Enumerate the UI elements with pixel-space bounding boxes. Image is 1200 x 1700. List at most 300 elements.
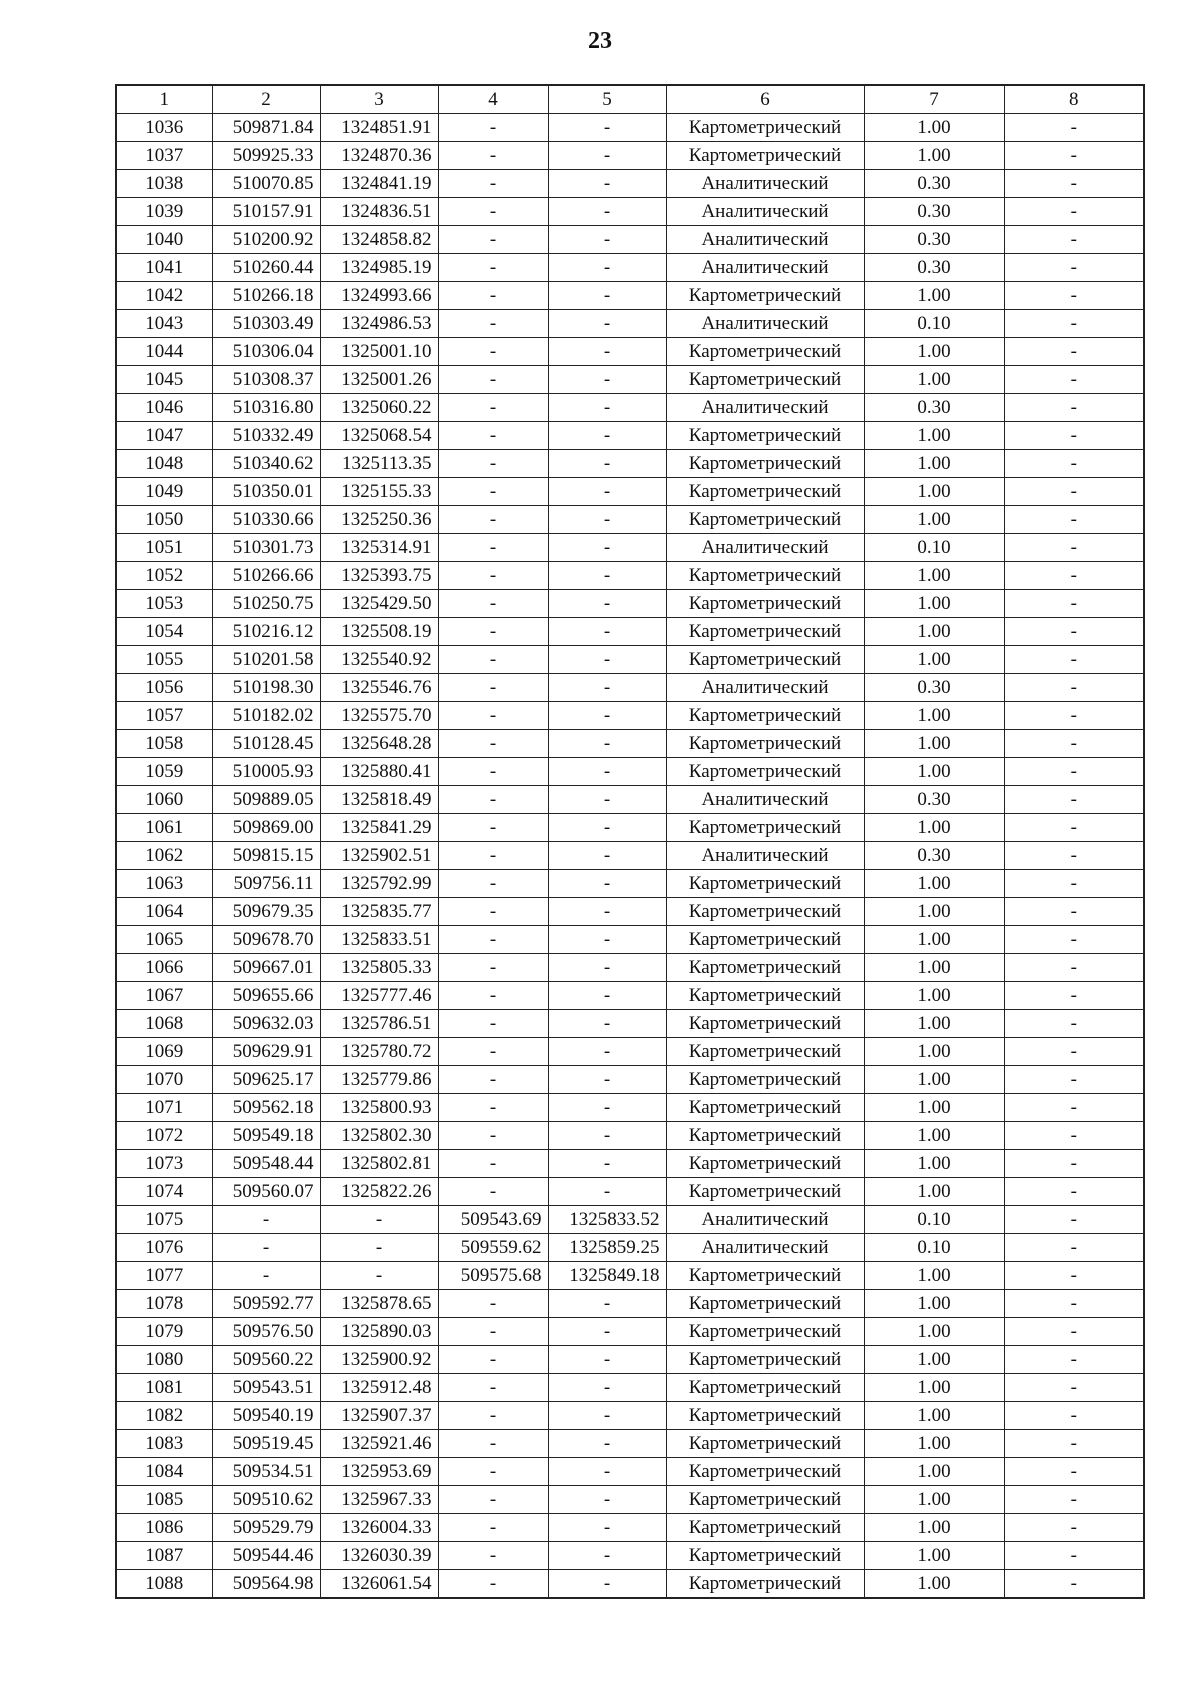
table-cell-col-1: 1071: [116, 1094, 212, 1122]
table-row: [116, 1122, 1144, 1150]
table-cell-col-8: -: [1004, 590, 1144, 618]
table-cell-col-1: 1037: [116, 142, 212, 170]
table-cell-col-5: -: [548, 338, 666, 366]
table-cell-col-3: 1325902.51: [320, 842, 438, 870]
table-cell-col-6: Картометрический: [666, 1318, 864, 1346]
table-row: [116, 170, 1144, 198]
table-cell-col-2: 509756.11: [212, 870, 320, 898]
table-row: [116, 870, 1144, 898]
table-cell-col-1: 1043: [116, 310, 212, 338]
table-cell-col-8: -: [1004, 730, 1144, 758]
table-cell-col-1: 1042: [116, 282, 212, 310]
column-header-2: 2: [212, 85, 320, 114]
table-cell-col-3: 1325792.99: [320, 870, 438, 898]
table-cell-col-3: 1325907.37: [320, 1402, 438, 1430]
table-cell-col-1: 1036: [116, 114, 212, 142]
table-cell-col-2: 509560.22: [212, 1346, 320, 1374]
table-cell-col-3: 1325786.51: [320, 1010, 438, 1038]
table-cell-col-4: -: [438, 450, 548, 478]
table-cell-col-2: 509544.46: [212, 1542, 320, 1570]
table-cell-col-6: Картометрический: [666, 114, 864, 142]
table-cell-col-8: -: [1004, 1094, 1144, 1122]
table-cell-col-5: -: [548, 1458, 666, 1486]
table-cell-col-6: Картометрический: [666, 1402, 864, 1430]
table-cell-col-7: 1.00: [864, 730, 1004, 758]
table-cell-col-4: -: [438, 226, 548, 254]
table-cell-col-8: -: [1004, 1010, 1144, 1038]
table-cell-col-4: -: [438, 534, 548, 562]
table-cell-col-5: -: [548, 1290, 666, 1318]
table-cell-col-6: Аналитический: [666, 198, 864, 226]
table-cell-col-3: 1325880.41: [320, 758, 438, 786]
table-cell-col-7: 0.30: [864, 170, 1004, 198]
table-cell-col-4: -: [438, 562, 548, 590]
table-cell-col-3: 1325540.92: [320, 646, 438, 674]
table-cell-col-7: 1.00: [864, 1066, 1004, 1094]
table-row: [116, 506, 1144, 534]
table-cell-col-8: -: [1004, 478, 1144, 506]
table-cell-col-2: 509678.70: [212, 926, 320, 954]
table-cell-col-7: 1.00: [864, 1346, 1004, 1374]
table-cell-col-6: Картометрический: [666, 1094, 864, 1122]
table-cell-col-3: 1325780.72: [320, 1038, 438, 1066]
table-cell-col-6: Аналитический: [666, 674, 864, 702]
table-cell-col-1: 1067: [116, 982, 212, 1010]
table-cell-col-3: 1325779.86: [320, 1066, 438, 1094]
table-cell-col-4: -: [438, 1290, 548, 1318]
table-cell-col-1: 1077: [116, 1262, 212, 1290]
table-cell-col-2: 509869.00: [212, 814, 320, 842]
table-cell-col-8: -: [1004, 254, 1144, 282]
table-cell-col-3: 1324993.66: [320, 282, 438, 310]
table-cell-col-1: 1038: [116, 170, 212, 198]
table-cell-col-1: 1053: [116, 590, 212, 618]
table-cell-col-6: Картометрический: [666, 1122, 864, 1150]
table-row: [116, 1486, 1144, 1514]
table-cell-col-1: 1072: [116, 1122, 212, 1150]
table-cell-col-7: 1.00: [864, 114, 1004, 142]
column-header-5: 5: [548, 85, 666, 114]
table-cell-col-8: -: [1004, 842, 1144, 870]
table-cell-col-7: 1.00: [864, 1122, 1004, 1150]
table-row: [116, 842, 1144, 870]
table-row: [116, 226, 1144, 254]
table-cell-col-3: 1325113.35: [320, 450, 438, 478]
table-row: [116, 618, 1144, 646]
table-cell-col-3: 1326004.33: [320, 1514, 438, 1542]
table-cell-col-3: 1325546.76: [320, 674, 438, 702]
table-row: [116, 1206, 1144, 1234]
table-cell-col-4: -: [438, 198, 548, 226]
table-row: [116, 1542, 1144, 1570]
table-cell-col-6: Картометрический: [666, 1178, 864, 1206]
table-cell-col-3: 1325818.49: [320, 786, 438, 814]
table-row: [116, 1038, 1144, 1066]
table-cell-col-3: 1325155.33: [320, 478, 438, 506]
table-cell-col-4: -: [438, 646, 548, 674]
table-cell-col-1: 1040: [116, 226, 212, 254]
table-row: [116, 702, 1144, 730]
table-cell-col-3: 1324858.82: [320, 226, 438, 254]
table-row: [116, 1430, 1144, 1458]
table-cell-col-5: -: [548, 1178, 666, 1206]
table-cell-col-2: 510070.85: [212, 170, 320, 198]
table-cell-col-8: -: [1004, 282, 1144, 310]
table-cell-col-4: -: [438, 282, 548, 310]
table-cell-col-2: 509925.33: [212, 142, 320, 170]
table-cell-col-4: -: [438, 590, 548, 618]
table-row: [116, 1066, 1144, 1094]
table-cell-col-3: 1325648.28: [320, 730, 438, 758]
table-cell-col-8: -: [1004, 786, 1144, 814]
table-cell-col-5: -: [548, 1402, 666, 1430]
table-cell-col-7: 1.00: [864, 1094, 1004, 1122]
table-cell-col-5: -: [548, 1094, 666, 1122]
table-cell-col-4: -: [438, 702, 548, 730]
table-cell-col-8: -: [1004, 954, 1144, 982]
table-cell-col-3: 1326061.54: [320, 1570, 438, 1599]
table-cell-col-1: 1050: [116, 506, 212, 534]
table-row: [116, 142, 1144, 170]
table-cell-col-1: 1068: [116, 1010, 212, 1038]
table-cell-col-4: -: [438, 674, 548, 702]
table-cell-col-4: -: [438, 1514, 548, 1542]
table-cell-col-5: -: [548, 114, 666, 142]
table-cell-col-1: 1045: [116, 366, 212, 394]
table-cell-col-3: 1325060.22: [320, 394, 438, 422]
table-cell-col-5: -: [548, 1122, 666, 1150]
table-cell-col-7: 1.00: [864, 506, 1004, 534]
table-cell-col-7: 1.00: [864, 590, 1004, 618]
table-cell-col-2: -: [212, 1234, 320, 1262]
table-cell-col-7: 0.30: [864, 786, 1004, 814]
table-cell-col-8: -: [1004, 170, 1144, 198]
table-cell-col-2: 509540.19: [212, 1402, 320, 1430]
table-cell-col-7: 0.30: [864, 394, 1004, 422]
table-cell-col-6: Аналитический: [666, 842, 864, 870]
table-cell-col-2: 509592.77: [212, 1290, 320, 1318]
table-cell-col-6: Аналитический: [666, 1206, 864, 1234]
table-cell-col-6: Картометрический: [666, 898, 864, 926]
column-header-3: 3: [320, 85, 438, 114]
table-cell-col-2: 509889.05: [212, 786, 320, 814]
table-cell-col-7: 1.00: [864, 1178, 1004, 1206]
table-cell-col-3: 1325429.50: [320, 590, 438, 618]
table-cell-col-1: 1055: [116, 646, 212, 674]
table-cell-col-3: 1324870.36: [320, 142, 438, 170]
table-cell-col-6: Картометрический: [666, 758, 864, 786]
table-cell-col-7: 1.00: [864, 954, 1004, 982]
table-cell-col-2: 509871.84: [212, 114, 320, 142]
table-row: [116, 1402, 1144, 1430]
table-cell-col-4: -: [438, 786, 548, 814]
table-cell-col-6: Картометрический: [666, 506, 864, 534]
table-cell-col-3: 1325001.26: [320, 366, 438, 394]
table-cell-col-1: 1088: [116, 1570, 212, 1599]
table-cell-col-5: -: [548, 478, 666, 506]
table-cell-col-1: 1070: [116, 1066, 212, 1094]
table-cell-col-3: 1325250.36: [320, 506, 438, 534]
table-cell-col-2: 510201.58: [212, 646, 320, 674]
table-cell-col-5: -: [548, 702, 666, 730]
table-cell-col-5: -: [548, 1318, 666, 1346]
table-row: [116, 338, 1144, 366]
table-cell-col-5: -: [548, 1150, 666, 1178]
table-cell-col-4: -: [438, 142, 548, 170]
table-cell-col-3: 1325878.65: [320, 1290, 438, 1318]
table-cell-col-2: 510200.92: [212, 226, 320, 254]
table-cell-col-7: 1.00: [864, 478, 1004, 506]
table-cell-col-1: 1064: [116, 898, 212, 926]
table-cell-col-2: 510350.01: [212, 478, 320, 506]
table-cell-col-7: 1.00: [864, 562, 1004, 590]
table-cell-col-2: 509562.18: [212, 1094, 320, 1122]
table-cell-col-5: -: [548, 1346, 666, 1374]
column-header-8: 8: [1004, 85, 1144, 114]
table-cell-col-6: Картометрический: [666, 702, 864, 730]
table-cell-col-6: Картометрический: [666, 590, 864, 618]
table-cell-col-4: -: [438, 1374, 548, 1402]
table-body: [116, 114, 1144, 1599]
table-cell-col-7: 1.00: [864, 1430, 1004, 1458]
table-cell-col-6: Картометрический: [666, 562, 864, 590]
table-cell-col-7: 1.00: [864, 1458, 1004, 1486]
table-cell-col-6: Аналитический: [666, 394, 864, 422]
table-cell-col-4: -: [438, 926, 548, 954]
table-cell-col-2: 510260.44: [212, 254, 320, 282]
table-cell-col-2: -: [212, 1262, 320, 1290]
table-cell-col-3: 1325802.81: [320, 1150, 438, 1178]
table-cell-col-2: 509655.66: [212, 982, 320, 1010]
table-cell-col-2: -: [212, 1206, 320, 1234]
table-cell-col-1: 1081: [116, 1374, 212, 1402]
table-header-row: [116, 85, 1144, 114]
table-cell-col-8: -: [1004, 506, 1144, 534]
table-cell-col-1: 1039: [116, 198, 212, 226]
table-row: [116, 1318, 1144, 1346]
table-cell-col-6: Картометрический: [666, 1542, 864, 1570]
table-cell-col-8: -: [1004, 646, 1144, 674]
table-cell-col-6: Картометрический: [666, 926, 864, 954]
table-cell-col-5: -: [548, 1066, 666, 1094]
table-cell-col-7: 0.30: [864, 674, 1004, 702]
table-cell-col-4: -: [438, 870, 548, 898]
table-cell-col-2: 509629.91: [212, 1038, 320, 1066]
table-cell-col-4: -: [438, 1038, 548, 1066]
table-cell-col-7: 1.00: [864, 898, 1004, 926]
table-cell-col-7: 1.00: [864, 142, 1004, 170]
table-cell-col-4: -: [438, 1346, 548, 1374]
table-cell-col-1: 1047: [116, 422, 212, 450]
table-cell-col-7: 1.00: [864, 1374, 1004, 1402]
table-cell-col-5: -: [548, 450, 666, 478]
table-cell-col-8: -: [1004, 1458, 1144, 1486]
table-cell-col-8: -: [1004, 394, 1144, 422]
table-cell-col-3: 1325575.70: [320, 702, 438, 730]
table-cell-col-2: 510250.75: [212, 590, 320, 618]
table-cell-col-8: -: [1004, 870, 1144, 898]
table-row: [116, 1570, 1144, 1599]
table-cell-col-3: 1325835.77: [320, 898, 438, 926]
table-cell-col-6: Картометрический: [666, 954, 864, 982]
table-cell-col-1: 1062: [116, 842, 212, 870]
table-cell-col-5: -: [548, 926, 666, 954]
table-cell-col-3: 1325777.46: [320, 982, 438, 1010]
table-row: [116, 1178, 1144, 1206]
table-cell-col-8: -: [1004, 1374, 1144, 1402]
table-cell-col-1: 1051: [116, 534, 212, 562]
table-cell-col-4: 509575.68: [438, 1262, 548, 1290]
table-cell-col-7: 1.00: [864, 870, 1004, 898]
table-cell-col-2: 509560.07: [212, 1178, 320, 1206]
table-row: [116, 1094, 1144, 1122]
table-cell-col-6: Картометрический: [666, 646, 864, 674]
table-cell-col-7: 1.00: [864, 282, 1004, 310]
table-cell-col-8: -: [1004, 450, 1144, 478]
table-cell-col-2: 509510.62: [212, 1486, 320, 1514]
table-row: [116, 450, 1144, 478]
table-cell-col-2: 509632.03: [212, 1010, 320, 1038]
table-cell-col-1: 1057: [116, 702, 212, 730]
table-cell-col-1: 1056: [116, 674, 212, 702]
table-cell-col-4: -: [438, 814, 548, 842]
table-cell-col-3: 1325953.69: [320, 1458, 438, 1486]
table-cell-col-2: 510128.45: [212, 730, 320, 758]
table-cell-col-8: -: [1004, 982, 1144, 1010]
table-cell-col-3: 1325802.30: [320, 1122, 438, 1150]
table-cell-col-8: -: [1004, 898, 1144, 926]
table-cell-col-1: 1066: [116, 954, 212, 982]
table-cell-col-8: -: [1004, 1570, 1144, 1599]
table-cell-col-2: 509534.51: [212, 1458, 320, 1486]
table-cell-col-4: -: [438, 1486, 548, 1514]
table-row: [116, 982, 1144, 1010]
table-cell-col-7: 0.10: [864, 1206, 1004, 1234]
table-cell-col-8: -: [1004, 814, 1144, 842]
table-cell-col-1: 1074: [116, 1178, 212, 1206]
table-row: [116, 758, 1144, 786]
table-cell-col-8: -: [1004, 674, 1144, 702]
table-cell-col-6: Картометрический: [666, 1290, 864, 1318]
table-row: [116, 1262, 1144, 1290]
table-cell-col-6: Картометрический: [666, 1038, 864, 1066]
table-cell-col-8: -: [1004, 1038, 1144, 1066]
table-cell-col-4: -: [438, 1178, 548, 1206]
table-cell-col-8: -: [1004, 1486, 1144, 1514]
table-cell-col-8: -: [1004, 422, 1144, 450]
page-number: 23: [588, 28, 612, 54]
table-cell-col-1: 1087: [116, 1542, 212, 1570]
table-cell-col-6: Картометрический: [666, 282, 864, 310]
table-cell-col-7: 1.00: [864, 1262, 1004, 1290]
table-cell-col-6: Картометрический: [666, 1374, 864, 1402]
table-row: [116, 1346, 1144, 1374]
table-cell-col-6: Аналитический: [666, 254, 864, 282]
table-cell-col-7: 1.00: [864, 1318, 1004, 1346]
table-cell-col-2: 509543.51: [212, 1374, 320, 1402]
table-cell-col-6: Картометрический: [666, 1262, 864, 1290]
table-cell-col-2: 509519.45: [212, 1430, 320, 1458]
table-cell-col-1: 1061: [116, 814, 212, 842]
table-cell-col-1: 1058: [116, 730, 212, 758]
table-cell-col-4: -: [438, 478, 548, 506]
table-cell-col-8: -: [1004, 1290, 1144, 1318]
table-cell-col-8: -: [1004, 114, 1144, 142]
table-cell-col-5: -: [548, 618, 666, 646]
table-cell-col-1: 1069: [116, 1038, 212, 1066]
table-cell-col-4: -: [438, 1066, 548, 1094]
table-cell-col-5: -: [548, 646, 666, 674]
table-cell-col-8: -: [1004, 562, 1144, 590]
table-cell-col-6: Картометрический: [666, 366, 864, 394]
table-cell-col-3: 1325967.33: [320, 1486, 438, 1514]
table-cell-col-1: 1041: [116, 254, 212, 282]
table-row: [116, 198, 1144, 226]
table-cell-col-5: -: [548, 954, 666, 982]
table-cell-col-8: -: [1004, 1402, 1144, 1430]
table-cell-col-3: 1325822.26: [320, 1178, 438, 1206]
table-row: [116, 1010, 1144, 1038]
table-cell-col-6: Картометрический: [666, 142, 864, 170]
table-cell-col-5: -: [548, 142, 666, 170]
table-cell-col-5: -: [548, 730, 666, 758]
table-cell-col-2: 509815.15: [212, 842, 320, 870]
table-cell-col-6: Картометрический: [666, 730, 864, 758]
table-cell-col-3: 1325890.03: [320, 1318, 438, 1346]
table-row: [116, 1514, 1144, 1542]
table-cell-col-4: -: [438, 842, 548, 870]
table-cell-col-5: -: [548, 1430, 666, 1458]
table-cell-col-2: 510198.30: [212, 674, 320, 702]
table-cell-col-7: 1.00: [864, 1290, 1004, 1318]
table-cell-col-1: 1052: [116, 562, 212, 590]
table-cell-col-5: -: [548, 422, 666, 450]
table-cell-col-3: 1325912.48: [320, 1374, 438, 1402]
table-cell-col-3: -: [320, 1262, 438, 1290]
table-cell-col-2: 509549.18: [212, 1122, 320, 1150]
table-cell-col-8: -: [1004, 198, 1144, 226]
table-cell-col-1: 1076: [116, 1234, 212, 1262]
table-cell-col-7: 1.00: [864, 366, 1004, 394]
table-cell-col-3: 1324851.91: [320, 114, 438, 142]
table-cell-col-4: -: [438, 618, 548, 646]
table-cell-col-7: 1.00: [864, 1150, 1004, 1178]
table-cell-col-7: 0.30: [864, 198, 1004, 226]
table-cell-col-8: -: [1004, 1178, 1144, 1206]
table-cell-col-3: 1325314.91: [320, 534, 438, 562]
table-cell-col-5: -: [548, 310, 666, 338]
table-cell-col-2: 510266.18: [212, 282, 320, 310]
table-cell-col-4: -: [438, 1122, 548, 1150]
table-cell-col-4: -: [438, 1402, 548, 1430]
table-cell-col-4: -: [438, 114, 548, 142]
table-cell-col-8: -: [1004, 758, 1144, 786]
table-cell-col-6: Картометрический: [666, 1486, 864, 1514]
table-cell-col-4: -: [438, 1094, 548, 1122]
table-cell-col-7: 1.00: [864, 1010, 1004, 1038]
table-cell-col-7: 1.00: [864, 702, 1004, 730]
table-cell-col-4: -: [438, 954, 548, 982]
table-cell-col-1: 1084: [116, 1458, 212, 1486]
table-cell-col-6: Картометрический: [666, 1458, 864, 1486]
table-row: [116, 674, 1144, 702]
table-cell-col-3: 1325068.54: [320, 422, 438, 450]
table-cell-col-4: -: [438, 758, 548, 786]
table-cell-col-5: -: [548, 1514, 666, 1542]
table-cell-col-2: 509548.44: [212, 1150, 320, 1178]
table-cell-col-4: -: [438, 506, 548, 534]
table-cell-col-6: Картометрический: [666, 814, 864, 842]
